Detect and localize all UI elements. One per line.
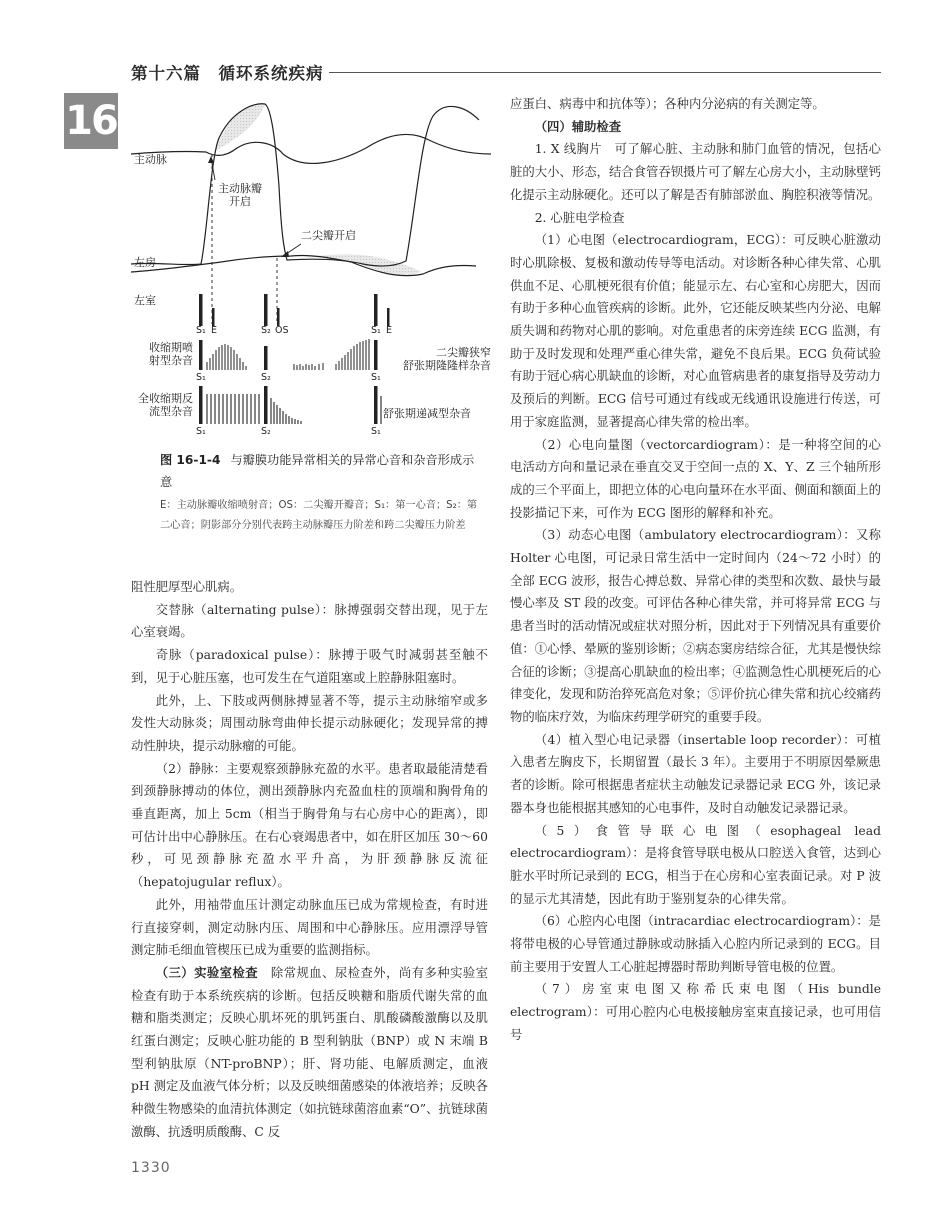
- pressure-sound-diagram: [131, 96, 496, 443]
- paragraph: 奇脉（paradoxical pulse）：脉搏于吸气时减弱甚至触不到，见于心脏压塞，也可发生在气道阻塞或上腔静脉阻塞时。: [131, 648, 488, 685]
- diastolic-decrescendo-label: 舒张期递减型杂音: [383, 407, 471, 420]
- aorta-label: 主动脉: [134, 153, 167, 166]
- e-label: E: [386, 325, 393, 336]
- page-number: 1330: [131, 1160, 171, 1176]
- paragraph: （1）心电图（electrocardiogram，ECG）：可反映心脏激动时心肌除极、复极和激动传导等电活动。对诊断各种心律失常、心肌供血不足、心肌梗死很有价值；能显示左、右心室和心房肥大，因而有助于多种心血管疾病的诊断。此外，它还能反映某些内分泌、电解质失调和药物对心肌的影响。对危重患者的床旁连续 ECG 监测，有助于及时发现和处理严重心律失常，避免不良后果。ECG 负荷试验有助于冠心病心肌缺血的诊断，对心血管病患者的康复指导及劳动力及预后的判断。ECG 信号可通过有线或无线通讯设施进行传送，可用于家庭监测，显著提高心律失常的检出率。: [510, 233, 881, 429]
- systolic-ejection-label: 收缩期喷 射型杂音: [149, 341, 193, 367]
- left-ventricle-label: 左室: [134, 294, 156, 307]
- e-label: E: [211, 325, 218, 336]
- os-label: OS: [275, 325, 289, 336]
- paragraph: （4）植入型心电记录器（insertable loop recorder）：可植入患者左胸皮下，长期留置（最长 3 年）。主要用于不明原因晕厥患者的诊断。除可根据患者症状主动触发记录器记录 ECG 外，该记录器本身也能根据其感知的心电事件，及时自动触发记录器记录。: [510, 732, 881, 815]
- section-title: 第十六篇 循环系统疾病: [131, 64, 324, 83]
- s1-label: S₁: [196, 325, 206, 336]
- paragraph: 阻性肥厚型心肌病。: [131, 580, 243, 594]
- caption-title: 图 16-1-4 与瓣膜功能异常相关的异常心音和杂音形成示意: [160, 453, 475, 489]
- s1-label: S₁: [371, 325, 381, 336]
- caption-note: E：主动脉瓣收缩喷射音；OS：二尖瓣开瓣音；S₁：第一心音；S₂：第二心音；阴影部分分别代表跨主动脉瓣压力阶差和跨二尖瓣压力阶差: [160, 500, 478, 531]
- mitral-gradient-shading: [286, 254, 421, 274]
- paragraph: 交替脉（alternating pulse）：脉搏强弱交替出现，见于左心室衰竭。: [131, 602, 488, 640]
- paragraph: （7）房室束电图又称希氏束电图（His bundle electrogram）：可用心腔内心电极接触房室束直接记录，也可用信号: [510, 982, 881, 1042]
- chapter-badge: 16: [64, 93, 118, 149]
- subheading: 2. 心脏电学检查: [534, 210, 625, 225]
- s2-label: S₂: [261, 426, 271, 437]
- left-atrium-label: 左房: [134, 256, 156, 269]
- paragraph: 此外，用袖带血压计测定动脉血压已成为常规检查，有时进行直接穿刺，测定动脉内压、周围和中心静脉压。应用漂浮导管测定肺毛细血管楔压已成为重要的监测指标。: [131, 897, 488, 958]
- s1-label: S₁: [371, 372, 381, 383]
- aortic-valve-open-label: 主动脉瓣 开启: [218, 182, 262, 208]
- s1-label: S₁: [196, 372, 206, 383]
- paragraph: （2）静脉：主要观察颈静脉充盈的水平。患者取最能清楚看到颈静脉搏动的体位，测出颈静脉内充盈血柱的顶端和胸骨角的垂直距离，加上 5cm（相当于胸骨角与右心房中心的距离），即可估计出中心静脉压。在右心衰竭患者中，如在肝区加压 30～60 秒，可见颈静脉充盈水平升高，为肝颈静脉反流征（hepatojugular reflux）。: [131, 761, 488, 890]
- pansystolic-label: 全收缩期反 流型杂音: [138, 392, 193, 418]
- paragraph-lab-exam: （三）实验室检查 除常规血、尿检查外，尚有多种实验室检查有助于本系统疾病的诊断。包括反映糖和脂质代谢失常的血糖和脂类测定；反映心肌坏死的肌钙蛋白、肌酸磷酸激酶以及肌红蛋白测定；反映心脏功能的 B 型利钠肽（BNP）或 N 末端 B 型利钠肽原（NT-proBNP）；肝、肾功能、电解质测定，血液 pH 测定及血液气体分析；以及反映细菌感染的体液培养；反映各种微生物感染的血清抗体测定（如抗链球菌溶血素“O”、抗链球菌激酶、抗透明质酸酶、C 反: [131, 965, 489, 1139]
- right-column: [510, 93, 881, 1047]
- pansystolic-murmur-lines: [207, 394, 381, 424]
- paragraph: 此外，上、下肢或两侧脉搏显著不等，提示主动脉缩窄或多发性大动脉炎；周围动脉弯曲伸长提示动脉硬化；发现异常的搏动性肿块，提示动脉瘤的可能。: [131, 693, 488, 753]
- s2-label: S₂: [261, 325, 271, 336]
- s1-label: S₁: [371, 426, 381, 437]
- mitral-valve-open-label: 二尖瓣开启: [301, 229, 356, 242]
- atrium-pressure-curve: [131, 255, 476, 275]
- figure-16-1-4: [131, 96, 496, 443]
- paragraph: （6）心腔内心电图（intracardiac electrocardiogram）：是将带电极的心导管通过静脉或动脉插入心腔内所记录到的 ECG。目前主要用于安置人工心脏起搏器时帮助判断导管电极的位置。: [510, 914, 881, 974]
- paragraph: （5）食管导联心电图（esophageal lead electrocardiogram）：是将食管导联电极从口腔送入食管，达到心脏水平时所记录到的 ECG，相当于在心房和心室表面记录。对 P 波的显示尤其清楚，因此有助于鉴别复杂的心律失常。: [510, 823, 881, 906]
- heart-sound-markers: [199, 294, 390, 326]
- aortic-gradient-shading: [215, 104, 265, 151]
- header-rule: [329, 72, 881, 73]
- figure-caption: [160, 449, 478, 536]
- paragraph: （2）心电向量图（vectorcardiogram）：是一种将空间的心电活动方向和量记录在垂直交叉于空间一点的 X、Y、Z 三个轴所形成的三个平面上，即把立体的心电向量环在水平面、侧面和额面上的投影描记下来，可作为 ECG 图形的解释和补充。: [510, 437, 881, 520]
- s1-label: S₁: [196, 426, 206, 437]
- heading-aux-exam: （四）辅助检查: [534, 119, 622, 134]
- paragraph: 1. X 线胸片 可了解心脏、主动脉和肺门血管的情况，包括心脏的大小、形态，结合食管吞钡摄片可了解左心房大小，主动脉壁钙化提示主动脉硬化。还可以了解是否有肺部淤血、胸腔积液等情况。: [510, 142, 881, 202]
- aorta-pressure-curve: [131, 135, 491, 164]
- ejection-murmur-lines: [207, 344, 246, 370]
- heading-lab-exam: （三）实验室检查: [155, 965, 259, 980]
- pansystolic-murmur: [199, 386, 378, 424]
- s2-label: S₂: [261, 372, 271, 383]
- page-header: [131, 60, 881, 84]
- mitral-stenosis-label: 二尖瓣狭窄 舒张期隆隆样杂音: [403, 346, 491, 372]
- paragraph: 应蛋白、病毒中和抗体等）；各种内分泌病的有关测定等。: [510, 97, 825, 111]
- diastolic-rumble-murmur: [294, 339, 369, 370]
- paragraph: （3）动态心电图（ambulatory electrocardiogram）：又称 Holter 心电图，可记录日常生活中一定时间内（24～72 小时）的全部 ECG 波形，报告心搏总数、异常心律的类型和次数、最快与最慢心率及 ST 段的改变。可评估各种心律失常，并可将异常 ECG 与患者当时的活动情况或症状对照分析，因此对于下列情况具有重要价值：①心悸、晕厥的鉴别诊断；②病态窦房结综合征，尤其是慢快综合征的诊断；③提高心肌缺血的检出率；④监测急性心肌梗死后的心律变化，发现和防治猝死高危对象；⑤评价抗心律失常和抗心绞痛药物的临床疗效，为临床药理学研究的重要手段。: [510, 528, 881, 724]
- left-column: [131, 576, 488, 1144]
